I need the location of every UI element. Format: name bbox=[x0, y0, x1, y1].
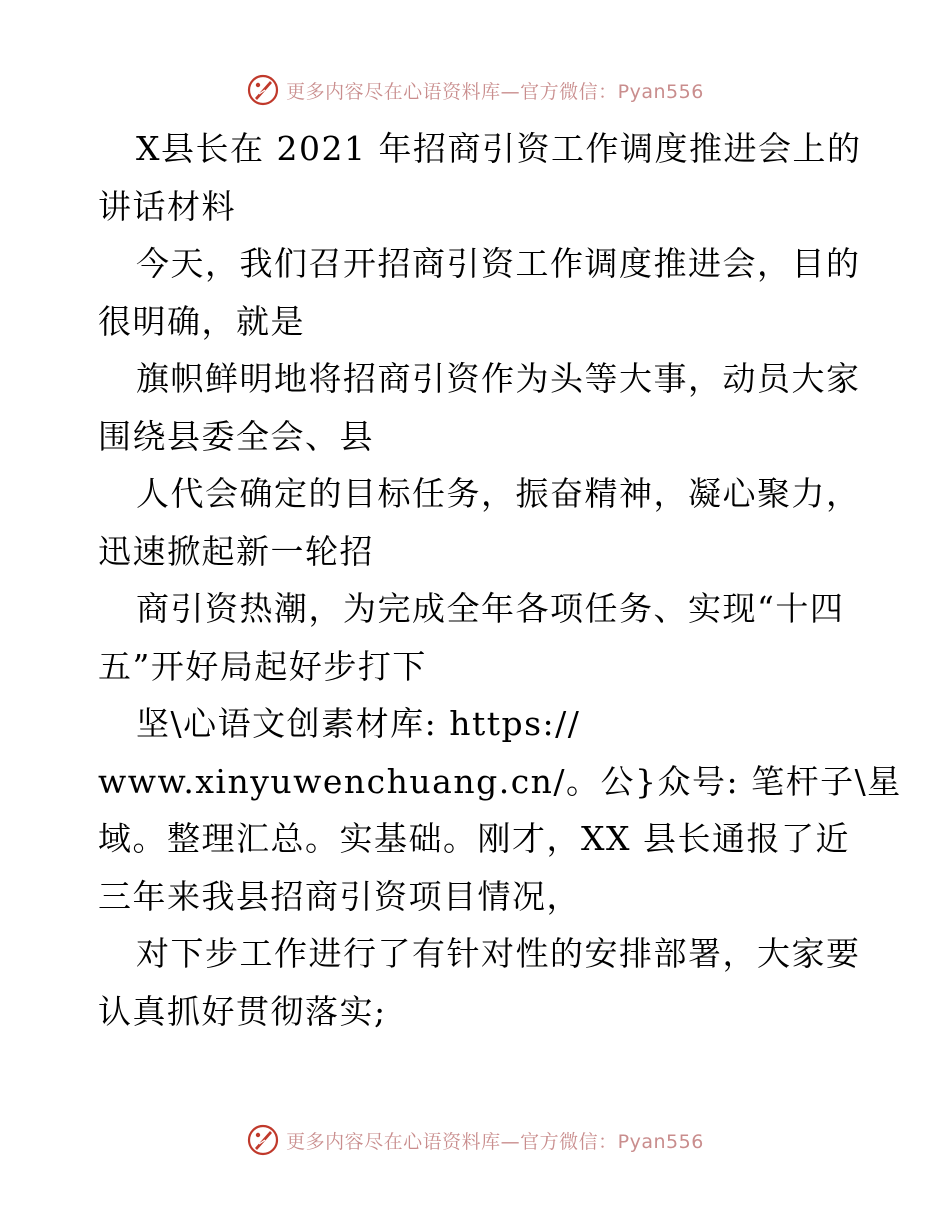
text-line: 域。整理汇总。实基础。刚才，XX 县长通报了近 bbox=[98, 819, 850, 858]
text-line: 人代会确定的目标任务，振奋精神，凝心聚力， bbox=[136, 474, 861, 513]
banner-text: 更多内容尽在心语资料库—官方微信：Pyan556 bbox=[286, 1130, 704, 1153]
text-line: 五”开好局起好步打下 bbox=[98, 646, 427, 686]
document-body bbox=[98, 120, 902, 1040]
header-banner bbox=[0, 70, 950, 110]
feather-pen-logo-icon bbox=[246, 73, 280, 107]
text-line: www.xinyuwenchuang.cn/。公}众号: 笔杆子\星 bbox=[98, 761, 902, 801]
text-line: 旗帜鲜明地将招商引资作为头等大事，动员大家 bbox=[136, 359, 861, 398]
text-line: 迅速掀起新一轮招 bbox=[98, 531, 374, 571]
text-line: 三年来我县招商引资项目情况， bbox=[98, 876, 581, 916]
text-line: 围绕县委全会、县 bbox=[98, 416, 374, 456]
text-line: 认真抓好贯彻落实; bbox=[98, 991, 387, 1031]
text-line: 今天，我们召开招商引资工作调度推进会，目的 bbox=[136, 244, 861, 283]
text-line: 很明确，就是 bbox=[98, 301, 305, 341]
text-line: 讲话材料 bbox=[98, 186, 236, 226]
footer-banner bbox=[0, 1120, 950, 1160]
feather-pen-logo-icon bbox=[246, 1123, 280, 1157]
text-line: 商引资热潮，为完成全年各项任务、实现“十四 bbox=[136, 589, 845, 628]
text-line: 对下步工作进行了有针对性的安排部署，大家要 bbox=[136, 934, 861, 973]
text-line: 坚\心语文创素材库: https:// bbox=[136, 704, 581, 743]
text-line: X县长在 2021 年招商引资工作调度推进会上的 bbox=[136, 129, 862, 168]
banner-text: 更多内容尽在心语资料库—官方微信：Pyan556 bbox=[286, 80, 704, 103]
